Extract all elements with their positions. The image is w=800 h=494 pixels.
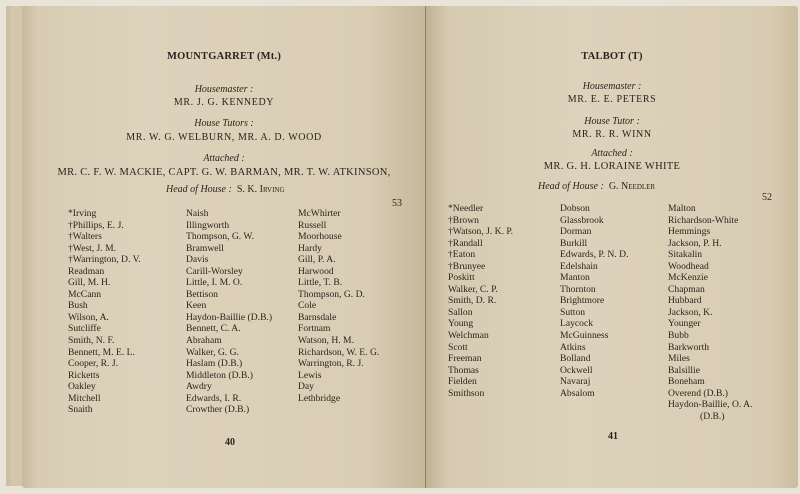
list-item: Bennett, M. E. L. <box>68 346 135 358</box>
housemaster-name: MR. J. G. KENNEDY <box>173 97 275 108</box>
list-item: Miles <box>668 353 690 365</box>
list-item: Awdry <box>186 381 212 393</box>
name-column-1 <box>68 208 141 416</box>
head-of-house-label: Head of House : <box>538 181 604 192</box>
list-item: Gill, M. H. <box>68 277 111 289</box>
list-item: Absalom <box>560 387 595 399</box>
list-item: Young <box>448 318 474 330</box>
list-item: *Irving <box>68 208 97 219</box>
list-item: Bettison <box>186 288 218 300</box>
attached-names: MR. G. H. LORAINE WHITE <box>543 161 681 172</box>
list-item: Ricketts <box>68 369 100 381</box>
list-item: Bramwell <box>186 242 224 254</box>
head-of-house-name: S. K. Irving <box>236 184 285 195</box>
list-item: Woodhead <box>668 260 709 272</box>
list-item: Ockwell <box>560 364 593 376</box>
name-column-2 <box>560 203 629 399</box>
list-item: McCann <box>68 288 102 300</box>
attached-names: MR. C. F. W. MACKIE, CAPT. G. W. BARMAN, MR. T. W. ATKINSON, <box>57 167 391 178</box>
list-item: Readman <box>68 265 105 277</box>
pupil-count: 53 <box>392 198 402 209</box>
list-item: †Warrington, D. V. <box>68 254 141 266</box>
list-item: Sitakalin <box>668 249 703 261</box>
list-item: McKenzie <box>668 272 708 284</box>
list-item: Atkins <box>560 341 586 353</box>
attached-label: Attached : <box>203 153 245 164</box>
list-item: †Brown <box>448 214 479 226</box>
list-item: Barkworth <box>668 341 710 353</box>
list-item: Dobson <box>560 203 590 214</box>
list-item: Bolland <box>560 353 591 365</box>
house-tutor-name: MR. R. R. WINN <box>572 129 652 140</box>
list-item: Jackson, P. H. <box>668 237 722 249</box>
list-item: †Randall <box>448 237 483 249</box>
list-item: Harwood <box>298 265 334 277</box>
list-item: Jackson, K. <box>668 306 713 318</box>
list-item: Keen <box>186 300 207 312</box>
list-item: Edwards, I. R. <box>186 392 242 404</box>
list-item: Manton <box>560 272 590 284</box>
list-item: Sallon <box>448 306 473 318</box>
list-item: Walker, G. G. <box>186 346 239 358</box>
left-page <box>22 6 426 488</box>
list-item: Freeman <box>448 353 482 365</box>
list-item: Hubbard <box>668 295 702 307</box>
list-item: Sutcliffe <box>68 323 101 335</box>
list-item: Edelshain <box>560 260 598 272</box>
list-item: Hardy <box>298 242 322 254</box>
list-item: Walker, C. P. <box>448 283 498 295</box>
list-item: Haslam (D.B.) <box>186 358 243 370</box>
list-item: Sutton <box>560 306 586 318</box>
list-item: Barnsdale <box>298 311 337 323</box>
list-item: Oakley <box>68 381 96 393</box>
list-item: Naish <box>186 208 209 219</box>
list-item: Lewis <box>298 369 322 381</box>
list-item: Bennett, C. A. <box>186 323 241 335</box>
list-item: Middleton (D.B.) <box>186 369 253 381</box>
head-of-house <box>538 181 655 192</box>
list-item: Welchman <box>448 330 489 342</box>
list-item: †Eaton <box>448 249 476 261</box>
list-item: †West, J. M. <box>68 242 116 254</box>
list-item: Bush <box>68 300 88 312</box>
list-item: Dorman <box>560 226 592 238</box>
list-item: Boneham <box>668 376 705 388</box>
head-of-house-name: G. Needler <box>608 181 656 192</box>
list-item: Day <box>298 381 314 393</box>
list-item: Abraham <box>186 335 222 347</box>
housemaster-label: Housemaster : <box>582 81 642 92</box>
name-column-1 <box>448 203 513 399</box>
list-item: Fortnam <box>298 323 331 335</box>
list-item: Cooper, R. J. <box>68 358 118 370</box>
list-item: Overend (D.B.) <box>668 387 728 399</box>
page-number: 41 <box>608 431 618 442</box>
list-item: Cole <box>298 300 317 312</box>
list-item: Gill, P. A. <box>298 254 336 266</box>
list-item: Wilson, A. <box>68 311 109 323</box>
list-item: Lethbridge <box>298 392 341 404</box>
list-item: Smithson <box>448 387 485 399</box>
right-page <box>426 6 798 488</box>
list-item: Illingworth <box>186 219 230 231</box>
list-item: Brightmore <box>560 295 605 307</box>
name-column-2 <box>186 208 272 416</box>
list-item: Little, I. M. O. <box>186 277 243 289</box>
list-item: (D.B.) <box>700 410 725 422</box>
list-item: Navaraj <box>560 376 591 388</box>
list-item: Richardson-White <box>668 214 739 226</box>
list-item: Scott <box>448 341 468 353</box>
list-item: Davis <box>186 254 209 266</box>
open-book <box>14 6 796 488</box>
name-column-3 <box>298 208 379 404</box>
list-item: Thompson, G. W. <box>186 231 254 243</box>
page-number: 40 <box>225 437 235 448</box>
house-tutors-label: House Tutors : <box>194 118 254 129</box>
head-of-house-label: Head of House : <box>166 184 232 195</box>
list-item: Crowther (D.B.) <box>186 404 250 416</box>
list-item: Smith, D. R. <box>448 295 497 307</box>
list-item: Balsillie <box>668 364 700 376</box>
list-item: Smith, N. F. <box>68 335 115 347</box>
list-item: Snaith <box>68 404 93 416</box>
list-item: Warrington, R. J. <box>298 358 364 370</box>
house-title: MOUNTGARRET (Mt.) <box>166 51 282 62</box>
list-item: †Watson, J. K. P. <box>448 226 514 238</box>
list-item: †Brunyee <box>448 260 486 272</box>
list-item: Chapman <box>668 283 705 295</box>
house-tutors-names: MR. W. G. WELBURN, MR. A. D. WOOD <box>126 132 322 143</box>
house-title: TALBOT (T) <box>581 51 643 62</box>
list-item: *Needler <box>448 203 484 214</box>
head-of-house <box>166 184 285 195</box>
list-item: Malton <box>668 203 696 214</box>
list-item: Thomas <box>448 364 479 376</box>
list-item: Carill-Worsley <box>186 265 243 277</box>
list-item: †Phillips, E. J. <box>68 219 124 231</box>
list-item: †Walters <box>68 231 102 243</box>
list-item: Fielden <box>448 376 477 388</box>
list-item: Haydon-Baillie, O. A. <box>668 399 753 411</box>
list-item: Mitchell <box>68 392 101 404</box>
list-item: Bubb <box>668 330 689 342</box>
list-item: Russell <box>298 219 327 231</box>
list-item: Poskitt <box>448 272 475 284</box>
house-tutor-label: House Tutor : <box>584 116 640 127</box>
list-item: Thornton <box>560 283 596 295</box>
pupil-count: 52 <box>762 192 772 203</box>
list-item: Hemmings <box>668 226 711 238</box>
list-item: Younger <box>668 318 701 330</box>
list-item: Moorhouse <box>298 231 342 243</box>
name-column-3 <box>668 203 752 422</box>
housemaster-label: Housemaster : <box>194 84 254 95</box>
list-item: Laycock <box>560 318 594 330</box>
attached-label: Attached : <box>591 148 633 159</box>
housemaster-name: MR. E. E. PETERS <box>567 94 657 105</box>
list-item: Burkill <box>560 237 588 249</box>
list-item: McWhirter <box>298 208 341 219</box>
list-item: Thompson, G. D. <box>298 288 365 300</box>
list-item: McGuinness <box>560 330 609 342</box>
list-item: Little, T. B. <box>298 277 343 289</box>
list-item: Richardson, W. E. G. <box>298 346 380 358</box>
list-item: Edwards, P. N. D. <box>560 249 629 261</box>
list-item: Glassbrook <box>560 214 604 226</box>
list-item: Watson, H. M. <box>298 335 354 347</box>
list-item: Haydon-Baillie (D.B.) <box>186 311 273 323</box>
